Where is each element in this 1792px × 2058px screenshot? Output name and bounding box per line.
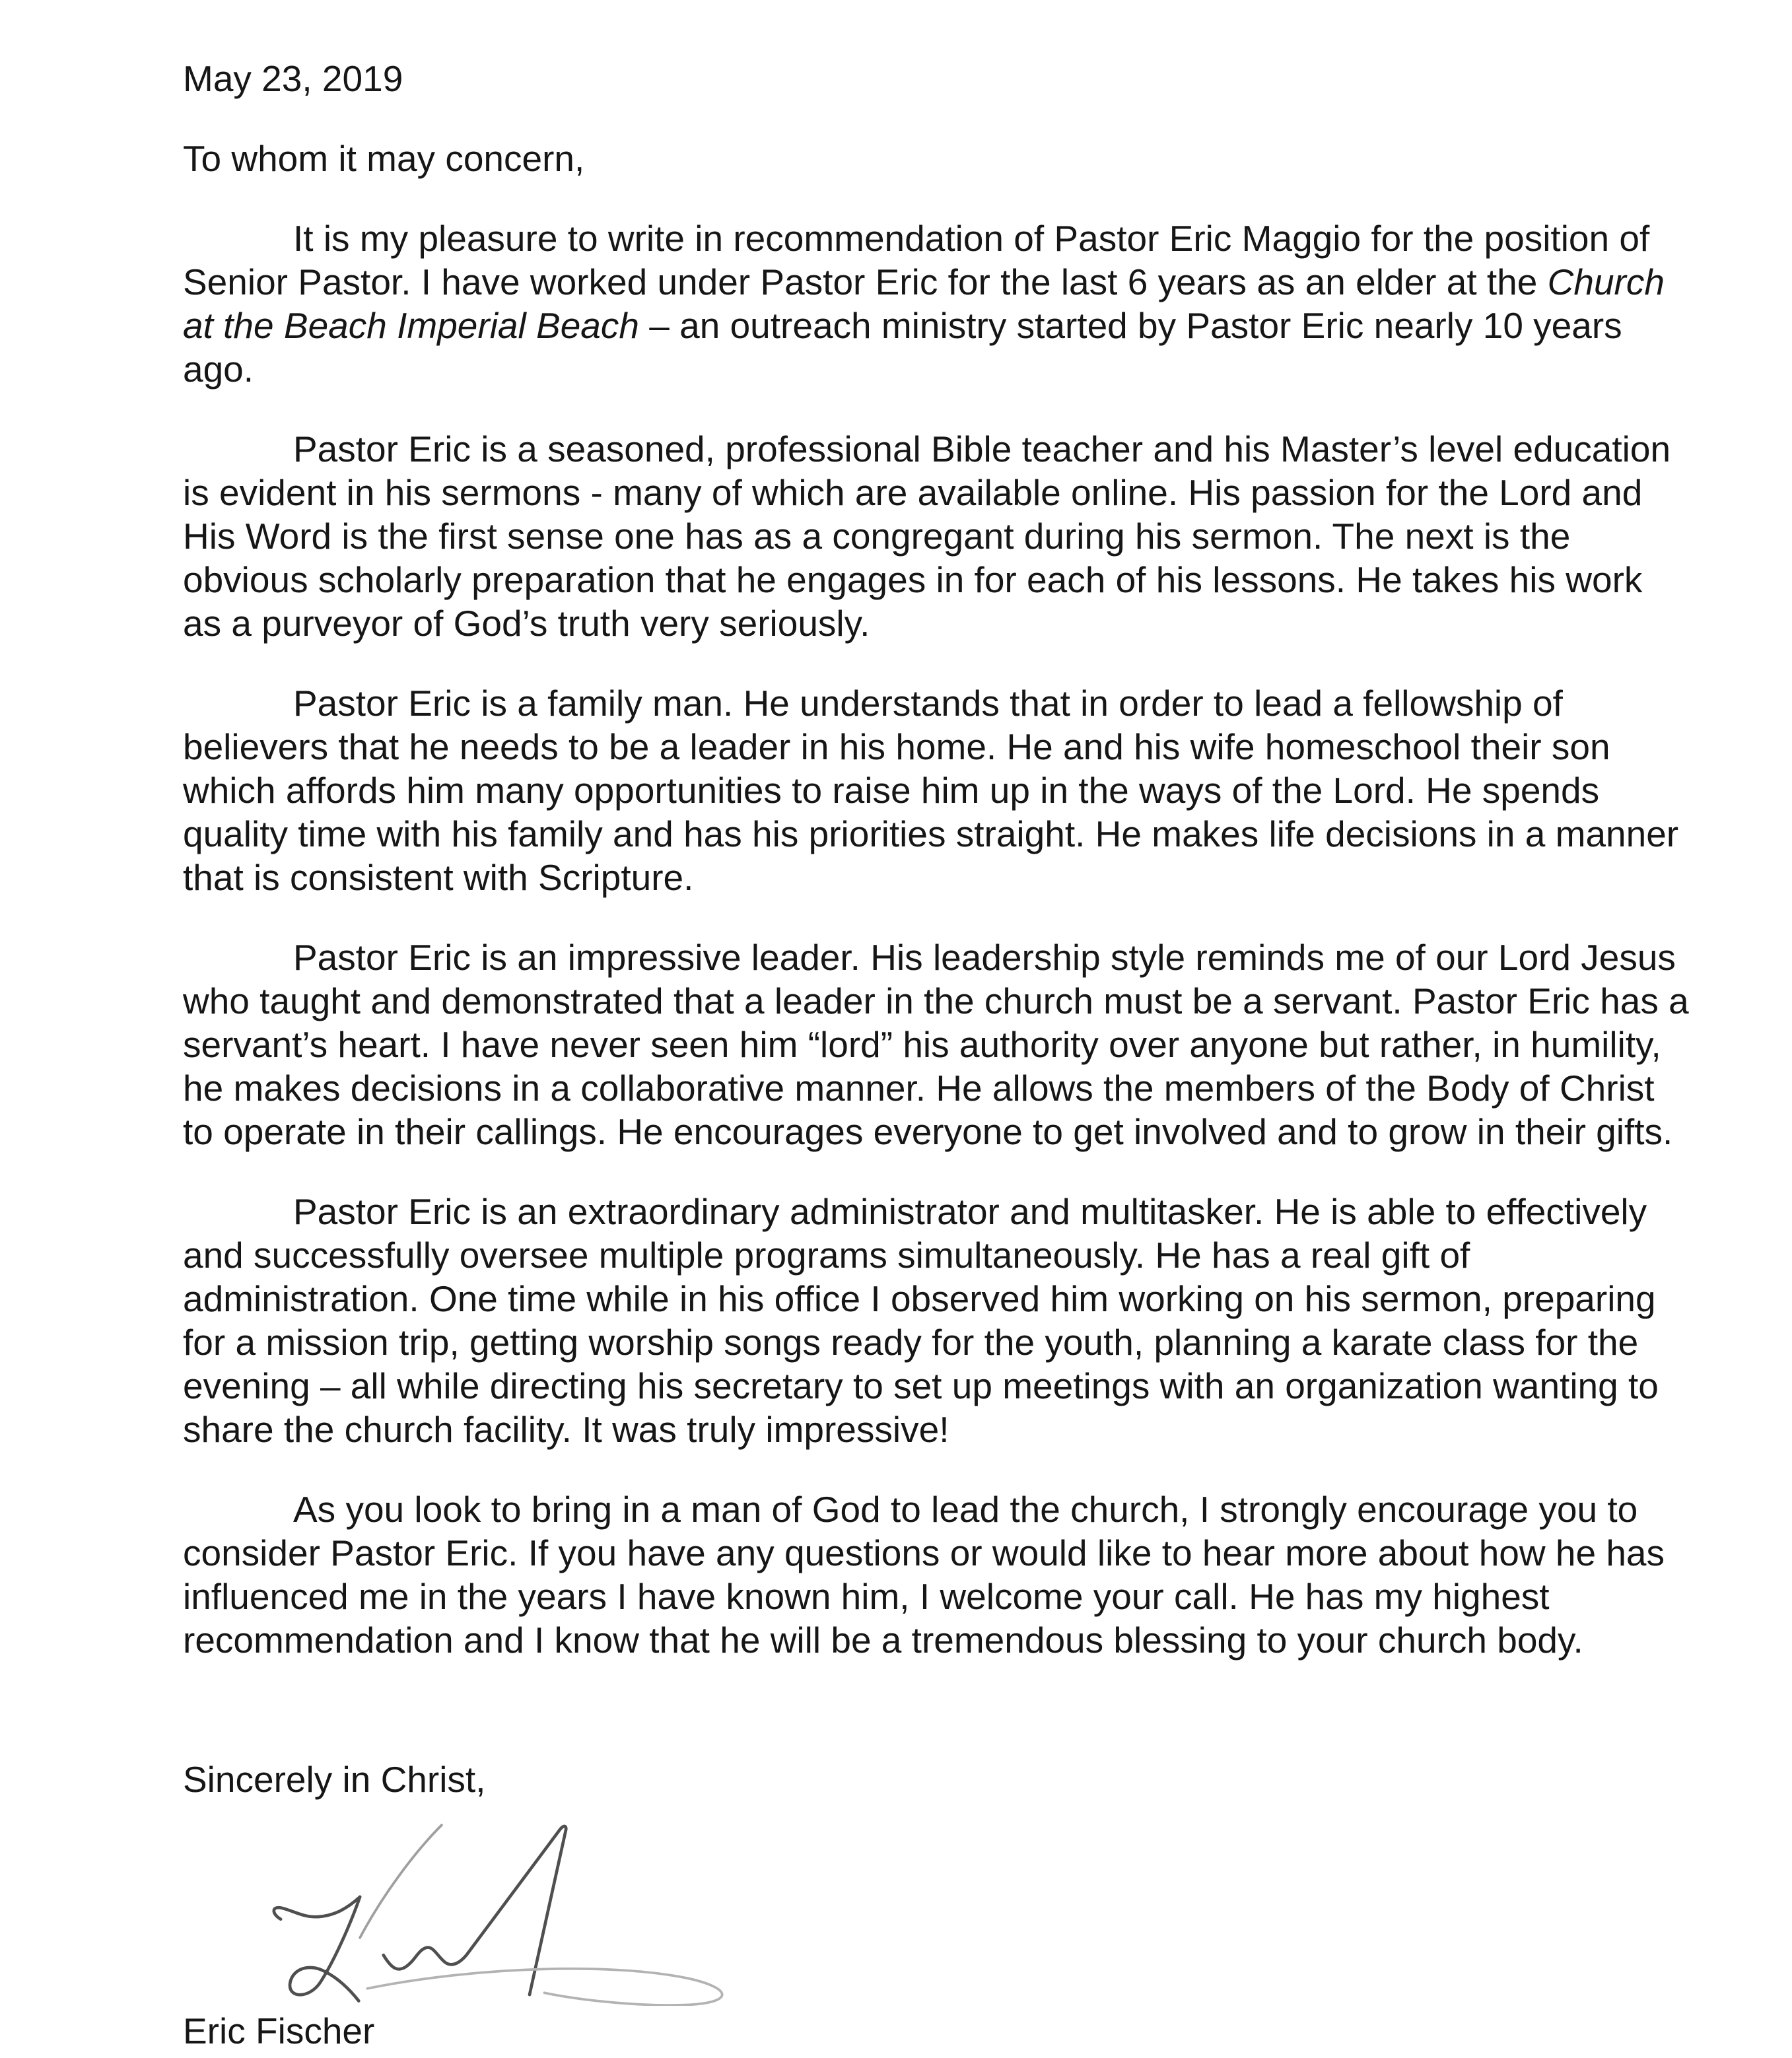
signature-stroke	[274, 1897, 360, 1919]
signature-stroke	[367, 1969, 722, 2005]
text-run: Pastor Eric is a seasoned, professional Bible teacher and his Master’s level education is evident in his sermons - many of which are available online. His passion for the Lord and His Word is the first sense one has as a congregant during his sermon. The next is the obvious scholarly preparation that he engages in for each of his lessons. He takes his work as a purveyor of God’s truth very seriously.	[183, 429, 1671, 644]
closing: Sincerely in Christ,	[183, 1759, 486, 1800]
paragraph	[183, 936, 1690, 1153]
letter-body	[183, 217, 1690, 1662]
paragraph	[183, 1190, 1690, 1451]
text-run: As you look to bring in a man of God to lead the church, I strongly encourage you to consider Pastor Eric. If you have any questions or would like to hear more about how he has influenced me in the years I have known him, I welcome your call. He has my highest recommendation and I know that he will be a tremendous blessing to your church body.	[183, 1489, 1665, 1661]
signature-stroke	[360, 1825, 442, 1938]
salutation: To whom it may concern,	[183, 138, 585, 179]
text-run: It is my pleasure to write in recommendation of Pastor Eric Maggio for the position of Senior Pastor. I have worked under Pastor Eric for the last 6 years as an elder at the	[183, 218, 1650, 302]
text-run: Pastor Eric is an impressive leader. His leadership style reminds me of our Lord Jesus who taught and demonstrated that a leader in the church must be a servant. Pastor Eric has a servant’s heart. I have never seen him “lord” his authority over anyone but rather, in humility, he makes decisions in a collaborative manner. He allows the members of the Body of Christ to operate in their callings. He encourages everyone to get involved and to grow in their gifts.	[183, 937, 1689, 1152]
paragraph	[183, 427, 1690, 645]
text-run: Pastor Eric is an extraordinary administrator and multitasker. He is able to effectively and successfully oversee multiple programs simultaneously. He has a real gift of administration. One time while in his office I observed him working on his sermon, preparing for a mission trip, getting worship songs ready for the youth, planning a karate class for the evening – all while directing his secretary to set up meetings with an organization wanting to share the church facility. It was truly impressive!	[183, 1191, 1659, 1450]
signer-name: Eric Fischer	[183, 2010, 375, 2051]
text-run: Pastor Eric is a family man. He understands that in order to lead a fellowship of believers that he needs to be a leader in his home. He and his wife homeschool their son which affords him many opportunities to raise him up in the ways of the Lord. He spends quality time with his family and has his priorities straight. He makes life decisions in a manner that is consistent with Scripture.	[183, 683, 1679, 898]
letter-date: May 23, 2019	[183, 58, 403, 99]
paragraph	[183, 217, 1690, 391]
text-run: – an outreach ministry started by Pastor Eric nearly 10 years ago.	[183, 305, 1622, 390]
italic-text-run: Church at the Beach Imperial Beach	[183, 261, 1665, 346]
handwritten-signature-image	[219, 1808, 761, 2006]
signature-stroke	[290, 1897, 360, 2001]
paragraph	[183, 681, 1690, 899]
paragraph	[183, 1488, 1690, 1662]
